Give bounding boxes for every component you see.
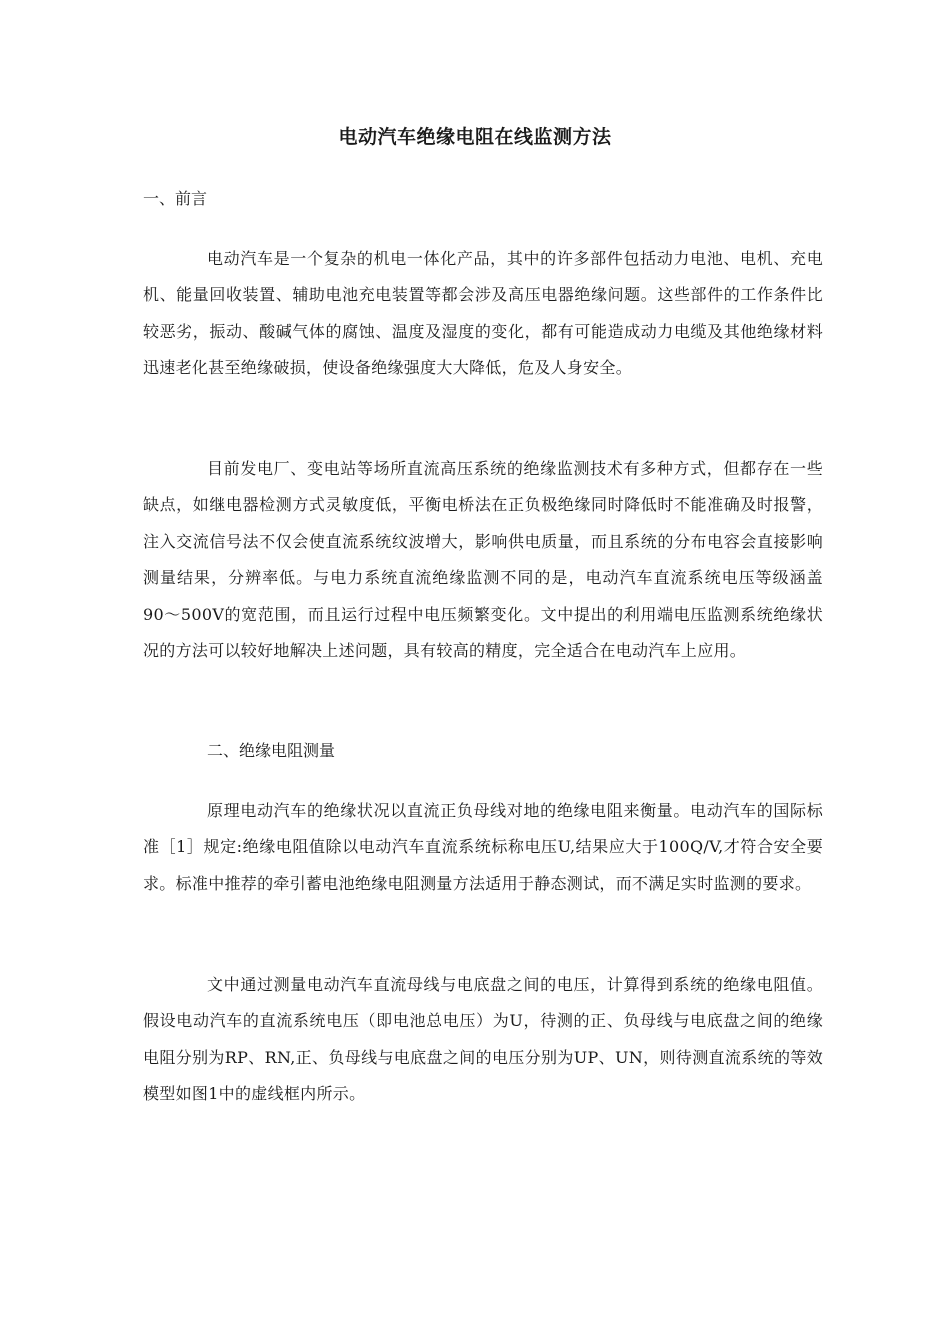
section-heading-measurement: 二、绝缘电阻测量	[207, 741, 336, 760]
paragraph-principle: 原理电动汽车的绝缘状况以直流正负母线对地的绝缘电阻来衡量。电动汽车的国际标准［1］规定:绝缘电阻值除以电动汽车直流系统标称电压U,结果应大于100Q/V,才符合安全要求。标准中推荐的牵引蓄电池绝缘电阻测量方法适用于静态测试，而不满足实时监测的要求。	[143, 801, 823, 893]
paragraph-method: 文中通过测量电动汽车直流母线与电底盘之间的电压，计算得到系统的绝缘电阻值。假设电动汽车的直流系统电压（即电池总电压）为U，待测的正、负母线与电底盘之间的绝缘电阻分别为RP、RN,正、负母线与电底盘之间的电压分别为UP、UN，则待测直流系统的等效模型如图1中的虚线框内所示。	[143, 975, 823, 1104]
document-title: 电动汽车绝缘电阻在线监测方法	[338, 126, 612, 148]
paragraph-existing-methods: 目前发电厂、变电站等场所直流高压系统的绝缘监测技术有多种方式，但都存在一些缺点，如继电器检测方式灵敏度低，平衡电桥法在正负极绝缘同时降低时不能准确及时报警，注入交流信号法不仅会使直流系统纹波增大，影响供电质量，而且系统的分布电容会直接影响测量结果，分辨率低。与电力系统直流绝缘监测不同的是，电动汽车直流系统电压等级涵盖90〜500V的宽范围，而且运行过程中电压频繁变化。文中提出的利用端电压监测系统绝缘状况的方法可以较好地解决上述问题，具有较高的精度，完全适合在电动汽车上应用。	[143, 459, 823, 661]
section-heading-preface: 一、前言	[143, 189, 208, 208]
paragraph-intro: 电动汽车是一个复杂的机电一体化产品，其中的许多部件包括动力电池、电机、充电机、能量回收装置、辅助电池充电装置等都会涉及高压电器绝缘问题。这些部件的工作条件比较恶劣，振动、酸碱气体的腐蚀、温度及湿度的变化，都有可能造成动力电缆及其他绝缘材料迅速老化甚至绝缘破损，使设备绝缘强度大大降低，危及人身安全。	[143, 249, 823, 378]
